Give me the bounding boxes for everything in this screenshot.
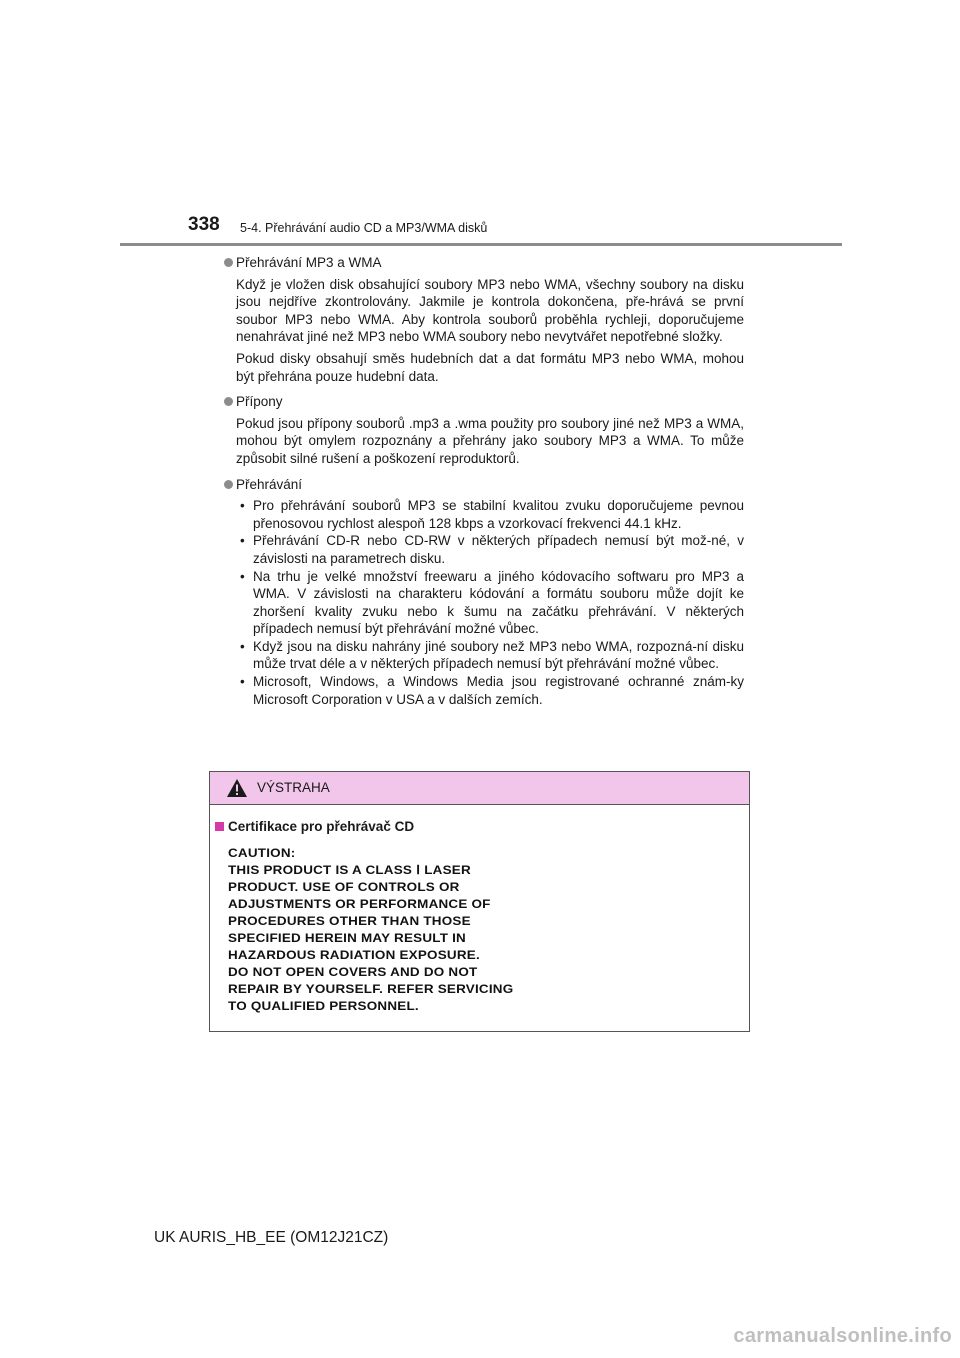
warning-title: VÝSTRAHA xyxy=(257,780,330,795)
warning-triangle-icon xyxy=(226,778,248,798)
paragraph: Pokud disky obsahují směs hudebních dat a dat formátu MP3 nebo WMA, mohou být přehrána pouze hudební data. xyxy=(236,350,744,384)
list-item-text: Přehrávání CD-R nebo CD-RW v některých případech nemusí být mož-né, v závislosti na parametrech disku. xyxy=(253,533,744,566)
list-bullet-icon: • xyxy=(240,533,245,549)
section-mp3-wma-playback xyxy=(222,254,744,385)
section-extensions xyxy=(222,393,744,467)
subheading-mp3-wma xyxy=(222,254,744,272)
section-title: 5-4. Přehrávání audio CD a MP3/WMA disků xyxy=(240,221,488,235)
list-bullet-icon: • xyxy=(240,674,245,690)
list-item xyxy=(236,497,744,532)
square-bullet-icon xyxy=(215,822,224,831)
list-item xyxy=(236,638,744,673)
list-item-text: Pro přehrávání souborů MP3 se stabilní kvalitou zvuku doporučujeme pevnou přenosovou rychlost alespoň 128 kbps a vzorkovací frekvenci 44.1 kHz. xyxy=(253,498,744,531)
list-bullet-icon: • xyxy=(240,568,245,584)
subheading-playback xyxy=(222,476,744,494)
subheading-label: Přípony xyxy=(236,394,283,410)
section-playback xyxy=(222,476,744,709)
list-item xyxy=(236,673,744,708)
bullet-dot-icon xyxy=(224,480,233,489)
bullet-dot-icon xyxy=(224,258,233,267)
list-bullet-icon: • xyxy=(240,498,245,514)
subheading-label: Přehrávání xyxy=(236,476,303,492)
document-code: UK AURIS_HB_EE (OM12J21CZ) xyxy=(154,1229,389,1246)
list-item xyxy=(236,568,744,638)
page-number: 338 xyxy=(188,214,220,235)
subheading-label: Přehrávání MP3 a WMA xyxy=(236,255,382,270)
warning-box xyxy=(209,771,750,1032)
list-item-text: Když jsou na disku nahrány jiné soubory než MP3 nebo WMA, rozpozná-ní disku může trvat déle a v některých případech nemusí být přehrávání možné vůbec. xyxy=(253,638,744,672)
bullet-list xyxy=(222,497,744,708)
warning-item-heading xyxy=(215,819,414,834)
watermark: carmanualsonline.info xyxy=(733,1325,952,1347)
list-item-text: Microsoft, Windows, a Windows Media jsou registrované ochranné znám-ky Microsoft Corporation v USA a v dalších zemích. xyxy=(253,674,744,707)
subheading-extensions xyxy=(222,393,744,411)
list-item xyxy=(236,532,744,567)
list-item-text: Na trhu je velké množství freewaru a jiného kódovacího softwaru pro MP3 a WMA. V závislosti na charakteru kódování a formátu souboru může dojít ke zhoršení kvality zvuku nebo k šumu na začátku přehrávání. V některých případech nemusí být přehrávání možné vůbec. xyxy=(253,568,744,637)
bullet-dot-icon xyxy=(224,397,233,406)
paragraph: Pokud jsou přípony souborů .mp3 a .wma použity pro soubory jiné než MP3 a WMA, mohou být omylem rozpoznány a přehrány jako soubory MP3 a WMA. To může způsobit silné rušení a poškození reproduktorů. xyxy=(236,415,744,466)
header-rule xyxy=(120,243,842,246)
list-bullet-icon: • xyxy=(240,638,245,654)
caution-label: CAUTION: THIS PRODUCT IS A CLASS Ⅰ LASER PRODUCT. USE OF CONTROLS OR ADJUSTMENTS OR PERFORMANCE OF PROCEDURES OTHER THAN THOSE SPECIFIED HEREIN MAY RESULT IN HAZARDOUS RADIATION EXPOSURE. DO NOT OPEN COVERS AND DO NOT REPAIR BY YOURSELF. REFER SERVICING TO QUALIFIED PERSONNEL. xyxy=(228,846,514,1013)
main-content xyxy=(222,254,744,716)
warning-header xyxy=(210,772,749,805)
warning-item-label: Certifikace pro přehrávač CD xyxy=(228,819,415,834)
paragraph: Když je vložen disk obsahující soubory MP3 nebo WMA, všechny soubory na disku jsou nejdříve zkontrolovány. Jakmile je kontrola dokončena, pře-hrává se první soubor MP3 nebo WMA. Aby kontrola souborů proběhla rychleji, doporučujeme nenahrávat jiné než MP3 nebo WMA soubory nebo nevytvářet nepotřebné složky. xyxy=(236,276,744,345)
